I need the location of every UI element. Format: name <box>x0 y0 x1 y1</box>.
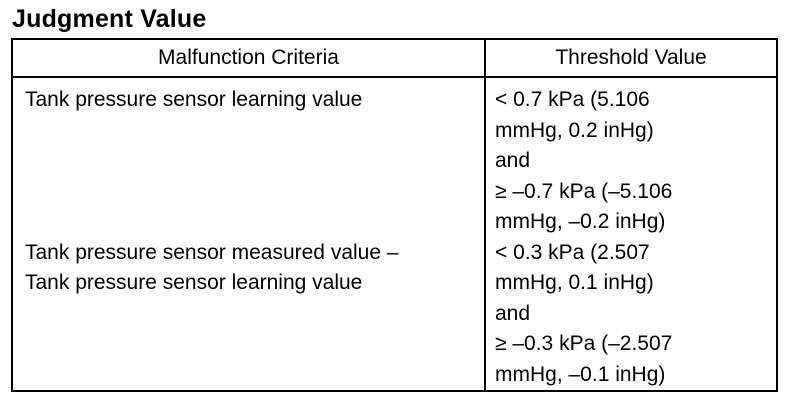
header-threshold-value: Threshold Value <box>485 39 777 77</box>
table-row <box>12 77 777 238</box>
threshold-line: ≥ –0.7 kPa (–5.106 <box>495 179 673 203</box>
table-row <box>12 238 777 392</box>
threshold-line: and <box>495 149 531 172</box>
threshold-line: ≥ –0.3 kPa (–2.507 <box>495 332 673 355</box>
criteria-line: Tank pressure sensor learning value <box>25 271 363 294</box>
threshold-line: and <box>495 301 531 325</box>
criteria-line: Tank pressure sensor measured value – <box>25 240 399 264</box>
threshold-cell <box>485 77 777 238</box>
criteria-cell <box>12 77 485 238</box>
header-malfunction-criteria: Malfunction Criteria <box>12 39 485 77</box>
table-header-row <box>12 39 777 77</box>
threshold-line: < 0.7 kPa (5.106 <box>495 88 650 111</box>
threshold-line: mmHg, 0.2 inHg) <box>495 118 654 142</box>
threshold-line: mmHg, 0.1 inHg) <box>495 271 654 294</box>
threshold-line: mmHg, –0.2 inHg) <box>495 210 666 233</box>
criteria-cell <box>12 238 485 392</box>
threshold-line: < 0.3 kPa (2.507 <box>495 240 650 264</box>
threshold-cell <box>485 238 777 392</box>
section-heading: Judgment Value <box>12 5 207 33</box>
criteria-line: Tank pressure sensor learning value <box>25 88 363 111</box>
judgment-value-table <box>11 38 778 392</box>
threshold-line: mmHg, –0.1 inHg) <box>495 362 666 386</box>
